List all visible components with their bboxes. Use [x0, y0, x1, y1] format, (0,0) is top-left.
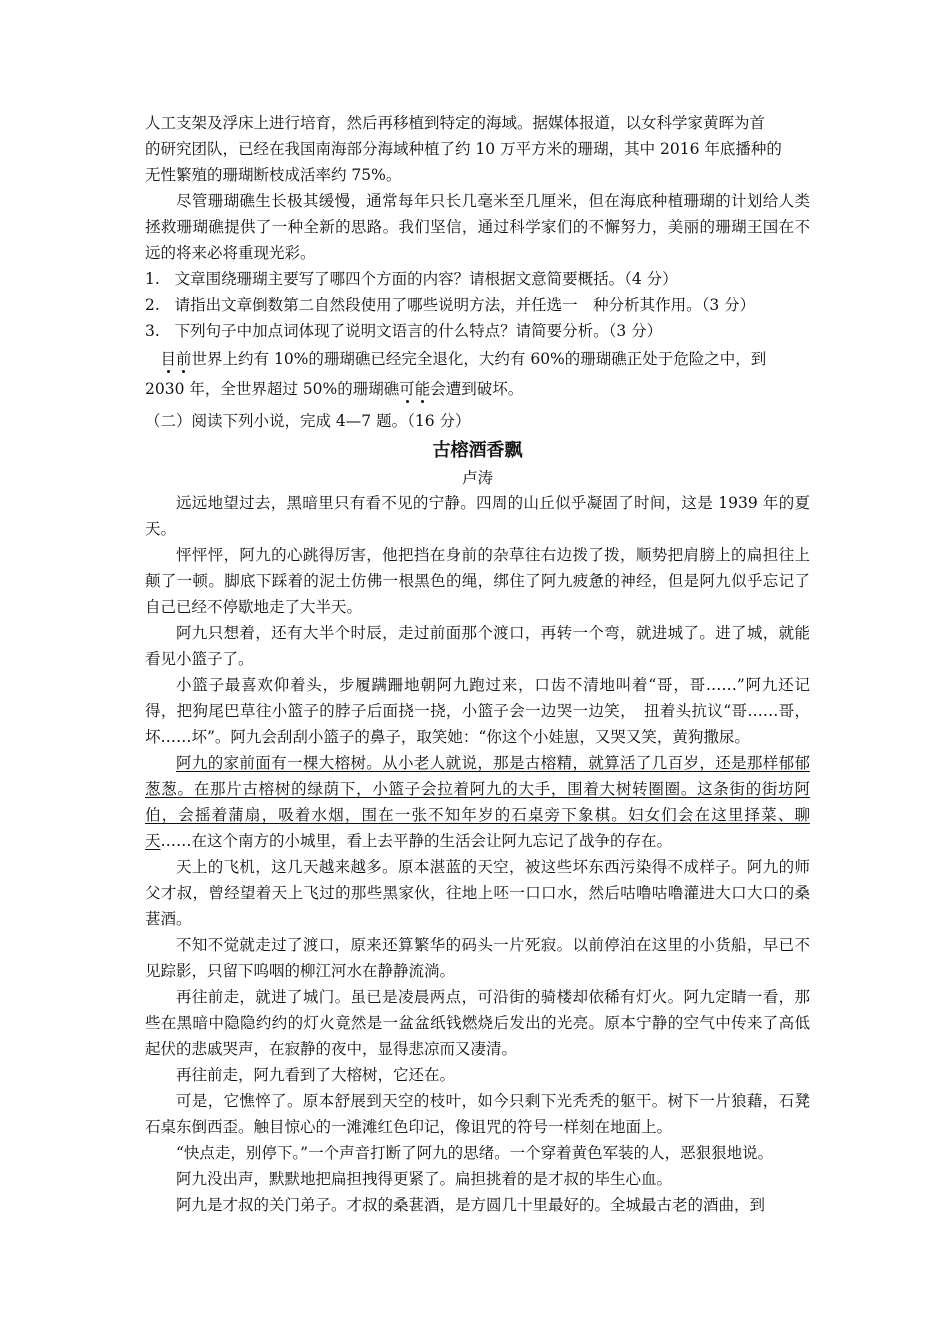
question-3: 3. 下列句子中加点词体现了说明文语言的什么特点？请简要分析。（3 分） — [145, 322, 663, 340]
intro-continuation — [145, 110, 810, 188]
story-paragraph: 不知不觉就走过了渡口，原来还算繁华的码头一片死寂。以前停泊在这里的小货船，早已不见踪影，只留下呜咽的柳江河水在静静流淌。 — [145, 936, 810, 980]
question-2: 2. 请指出文章倒数第二自然段使用了哪些说明方法，并任选一 种分析其作用。（3 分） — [145, 296, 756, 314]
story-paragraph: 再往前走，阿九看到了大榕树，它还在。 — [176, 1066, 456, 1084]
story-paragraph: 怦怦怦，阿九的心跳得厉害，他把挡在身前的杂草往右边拨了拨，顺势把肩膀上的扁担往上颠了一顿。脚底下踩着的泥土仿佛一根黑色的绳，绑住了阿九疲惫的神经，但是阿九似乎忘记了自己已经不停歇地走了大半天。 — [145, 546, 810, 616]
dotted-word: 可 — [399, 380, 415, 398]
question-list — [145, 266, 810, 344]
story-paragraph: 可是，它憔悴了。原本舒展到天空的枝叶，如今只剩下光秃秃的躯干。树下一片狼藉，石凳石桌东倒西歪。触目惊心的一滩滩红色印记，像诅咒的符号一样刻在地面上。 — [145, 1092, 810, 1136]
document-page — [145, 110, 810, 1218]
story-paragraph: “快点走，别停下。”一个声音打断了阿九的思绪。一个穿着黄色军装的人，恶狠狠地说。 — [176, 1144, 774, 1162]
story-paragraph: 远远地望过去，黑暗里只有看不见的宁静。四周的山丘似乎凝固了时间，这是 1939 年的夏天。 — [145, 494, 810, 538]
story-title: 古榕酒香飘 — [432, 440, 523, 461]
quoted-sentence — [145, 344, 810, 404]
dotted-word: 目 — [160, 350, 177, 368]
story-paragraph: 再往前走，就进了城门。虽已是凌晨两点，可沿街的骑楼却依稀有灯火。阿九定睛一看，那些在黑暗中隐隐约约的灯火竟然是一盆盆纸钱燃烧后发出的光亮。原本宁静的空气中传来了高低起伏的悲戚哭声，在寂静的夜中，显得悲凉而又凄清。 — [145, 988, 810, 1058]
story-paragraph-underlined — [145, 750, 810, 854]
quote-middle: 世界上约有 10%的珊瑚礁已经完全退化，大约有 60%的珊瑚礁正处于危险之中，到 2030 年，全世界超过 50%的珊瑚礁 — [145, 350, 767, 398]
story-paragraph: 天上的飞机，这几天越来越多。原本湛蓝的天空，被这些坏东西污染得不成样子。阿九的师父才叔，曾经望着天上飞过的那些黑家伙，往地上呸一口口水，然后咕噜咕噜灌进大口大口的桑葚酒。 — [145, 858, 810, 928]
dotted-word: 能 — [414, 380, 431, 398]
paragraph-hope: 尽管珊瑚礁生长极其缓慢，通常每年只长几毫米至几厘米，但在海底种植珊瑚的计划给人类拯救珊瑚礁提供了一种全新的思路。我们坚信，通过科学家们的不懈努力，美丽的珊瑚王国在不远的将来必将重现光彩。 — [145, 192, 810, 262]
quote-end: 会遭到破坏。 — [430, 380, 524, 398]
passage-tail: ……在这个南方的小城里，看上去平静的生活会让阿九忘记了战争的存在。 — [160, 832, 673, 850]
text-line: 的研究团队，已经在我国南海部分海域种植了约 10 万平方米的珊瑚，其中 2016 年底播种的 — [145, 140, 782, 158]
question-1: 1. 文章围绕珊瑚主要写了哪四个方面的内容？请根据文意简要概括。（4 分） — [145, 270, 678, 288]
story-paragraph: 小篮子最喜欢仰着头，步履蹒跚地朝阿九跑过来，口齿不清地叫着“哥，哥……”阿九还记得，把狗尾巴草往小篮子的脖子后面挠一挠，小篮子会一边哭一边笑， 扭着头抗议“哥……哥，坏……坏”。阿九会刮刮小篮子的鼻子，取笑她：“你这个小娃崽，又哭又笑，黄狗撒尿。 — [145, 676, 810, 746]
underlined-passage: 阿九的家前面有一棵大榕树。从小老人就说，那是古榕精，就算活了几百岁，还是那样郁郁葱葱。在那片古榕树的绿荫下，小篮子会拉着阿九的大手，围着大树转圈圈。这条街的街坊阿伯，会摇着蒲扇，吸着水烟，围在一张不知年岁的石桌旁下象棋。妇女们会在这里择菜、聊天 — [145, 754, 810, 850]
story-paragraph: 阿九只想着，还有大半个时辰，走过前面那个渡口，再转一个弯，就进城了。进了城，就能看见小篮子了。 — [145, 624, 810, 668]
text-line: 无性繁殖的珊瑚断枝成活率约 75%。 — [145, 166, 402, 184]
story-paragraph: 阿九是才叔的关门弟子。才叔的桑葚酒，是方圆几十里最好的。全城最古老的酒曲，到 — [176, 1196, 766, 1214]
section-header: （二）阅读下列小说，完成 4—7 题。（16 分） — [145, 412, 471, 430]
text-line: 人工支架及浮床上进行培育，然后再移植到特定的海域。据媒体报道，以女科学家黄晖为首 — [145, 114, 766, 132]
dotted-word: 前 — [176, 350, 192, 368]
story-author: 卢涛 — [461, 469, 493, 487]
story-paragraph: 阿九没出声，默默地把扁担拽得更紧了。扁担挑着的是才叔的毕生心血。 — [176, 1170, 673, 1188]
